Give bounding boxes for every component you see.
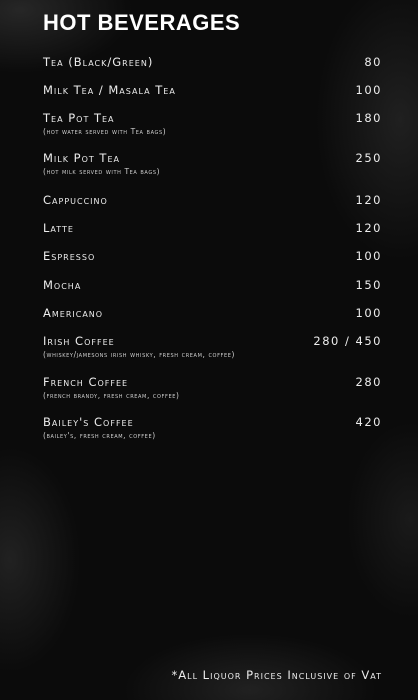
item-name: Cappuccino — [43, 193, 108, 207]
item-price: 250 — [355, 151, 382, 165]
item-description: (french brandy, fresh cream, coffee) — [43, 391, 180, 400]
item-price: 150 — [355, 278, 382, 292]
item-description: (bailey's, fresh cream, coffee) — [43, 431, 156, 440]
item-price: 100 — [355, 249, 382, 263]
menu-item-irish-coffee — [43, 334, 382, 359]
item-name: Milk Tea / Masala Tea — [43, 83, 176, 97]
item-name: Tea (Black/Green) — [43, 55, 154, 69]
menu-item-latte — [43, 221, 382, 235]
item-price: 120 — [355, 193, 382, 207]
item-name: Irish Coffee — [43, 334, 115, 348]
item-name: Espresso — [43, 249, 96, 263]
item-price: 100 — [355, 83, 382, 97]
item-price: 420 — [355, 415, 382, 429]
item-price: 80 — [364, 55, 382, 69]
menu-item-tea — [43, 55, 382, 69]
menu-item-espresso — [43, 249, 382, 263]
menu-item-cappuccino — [43, 193, 382, 207]
item-price: 100 — [355, 306, 382, 320]
menu-item-milk-tea — [43, 83, 382, 97]
item-description: (hot water served with Tea bags) — [43, 127, 167, 136]
item-description: (hot milk served with Tea bags) — [43, 167, 161, 176]
menu-item-tea-pot-tea — [43, 111, 382, 136]
item-name: Mocha — [43, 278, 82, 292]
item-price: 120 — [355, 221, 382, 235]
item-name: Latte — [43, 221, 74, 235]
item-name: Americano — [43, 306, 104, 320]
item-name: Milk Pot Tea — [43, 151, 120, 165]
item-name: Bailey's Coffee — [43, 415, 134, 429]
menu-item-milk-pot-tea — [43, 151, 382, 176]
item-name: French Coffee — [43, 375, 129, 389]
item-description: (whiskey/jamesons irish whisky, fresh cream, coffee) — [43, 350, 236, 359]
menu-item-americano — [43, 306, 382, 320]
menu-title: HOT BEVERAGES — [43, 10, 241, 35]
item-name: Tea Pot Tea — [43, 111, 115, 125]
item-price: 180 — [355, 111, 382, 125]
item-price: 280 / 450 — [313, 334, 382, 348]
menu-item-baileys-coffee — [43, 415, 382, 440]
item-price: 280 — [355, 375, 382, 389]
menu-item-mocha — [43, 278, 382, 292]
menu-item-french-coffee — [43, 375, 382, 400]
liquor-price-note: *All Liquor Prices Inclusive of Vat — [171, 668, 382, 682]
